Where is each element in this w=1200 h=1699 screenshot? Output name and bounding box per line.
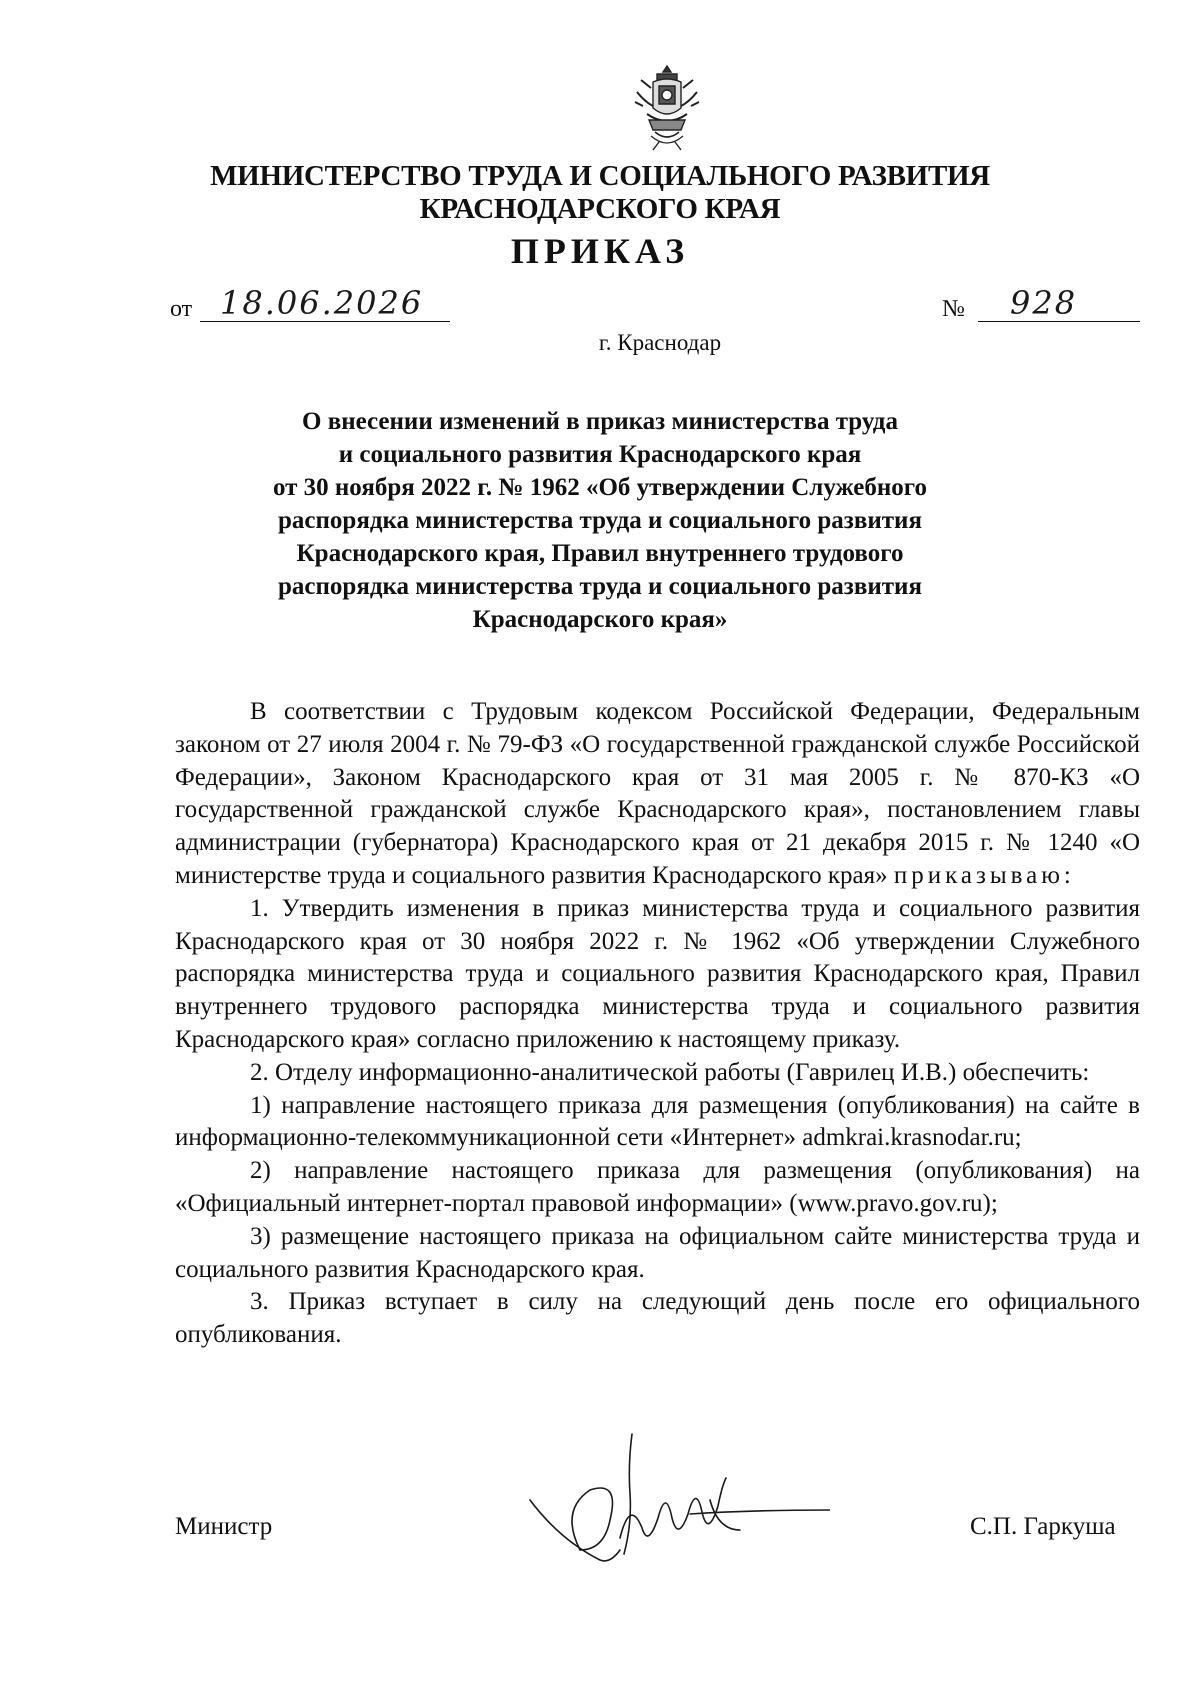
- ministry-name-line2: КРАСНОДАРСКОГО КРАЯ: [419, 193, 781, 225]
- handwritten-number: 928: [1010, 284, 1078, 322]
- subject-line: Краснодарского края»: [472, 606, 728, 633]
- order-body: [175, 696, 1140, 1352]
- item-2-2: 2) направление настоящего приказа для размещения (опубликования) на «Официальный интернет-портал правовой информации» (www.pravo.gov.ru);: [175, 1157, 1140, 1217]
- date-from-label: от: [170, 296, 193, 322]
- item-2-3: 3) размещение настоящего приказа на официальном сайте министерства труда и социального развития Краснодарского края.: [175, 1222, 1140, 1283]
- krasnodar-coat-of-arms-icon: [629, 62, 705, 152]
- number-label: №: [942, 296, 965, 322]
- date-number-row: [170, 284, 1078, 330]
- subject-line: распорядка министерства труда и социального развития: [278, 573, 922, 600]
- item-2-1: 1) направление настоящего приказа для размещения (опубликования) на сайте в информационно-телекоммуникационной сети «Интернет» admkrai.krasnodar.ru;: [175, 1091, 1140, 1152]
- minister-position: Министр: [175, 1513, 273, 1540]
- subject-line: и социального развития Краснодарского края: [338, 441, 862, 468]
- order-subject: [250, 405, 950, 636]
- order-word: приказываю:: [893, 861, 1075, 889]
- ministry-name: [150, 160, 1050, 226]
- item-1: 1. Утвердить изменения в приказ министерства труда и социального развития Краснодарского края от 30 ноября 2022 г. № 1962 «Об утверждении Служебного распорядка министерства труда и социального развития Краснодарского края, Правил внутреннего трудового распорядка министерства труда и социального развития Краснодарского края» согласно приложению к настоящему приказу.: [175, 894, 1140, 1053]
- document-type-title: ПРИКАЗ: [510, 231, 690, 271]
- subject-line: распорядка министерства труда и социального развития: [278, 507, 922, 534]
- handwritten-signature-icon: [520, 1430, 830, 1570]
- handwritten-date: 18.06.2026: [220, 284, 424, 322]
- signer-name: С.П. Гаркуша: [970, 1513, 1116, 1540]
- subject-line: от 30 ноября 2022 г. № 1962 «Об утверждении Служебного: [272, 474, 928, 501]
- item-2: 2. Отделу информационно-аналитической работы (Гаврилец И.В.) обеспечить:: [250, 1058, 1090, 1086]
- subject-line: Краснодарского края, Правил внутреннего трудового: [296, 540, 904, 567]
- ministry-name-line1: МИНИСТЕРСТВО ТРУДА И СОЦИАЛЬНОГО РАЗВИТИЯ: [210, 160, 990, 192]
- city-name: г. Краснодар: [598, 330, 722, 355]
- subject-line: О внесении изменений в приказ министерства труда: [302, 408, 898, 435]
- item-3: 3. Приказ вступает в силу на следующий день после его официального опубликования.: [175, 1288, 1140, 1349]
- preamble-text: В соответствии с Трудовым кодексом Российской Федерации, Федеральным законом от 27 июля 2004 г. № 79-ФЗ «О государственной гражданской службе Российской Федерации», Законом Краснодарского края от 31 мая 2005 г. № 870-КЗ «О государственной гражданской службе Краснодарского края», постановлением главы администрации (губернатора) Краснодарского края от 21 декабря 2015 г. № 1240 «О министерстве труда и социального развития Краснодарского края»: [175, 698, 1140, 889]
- preamble-paragraph: [175, 696, 1140, 893]
